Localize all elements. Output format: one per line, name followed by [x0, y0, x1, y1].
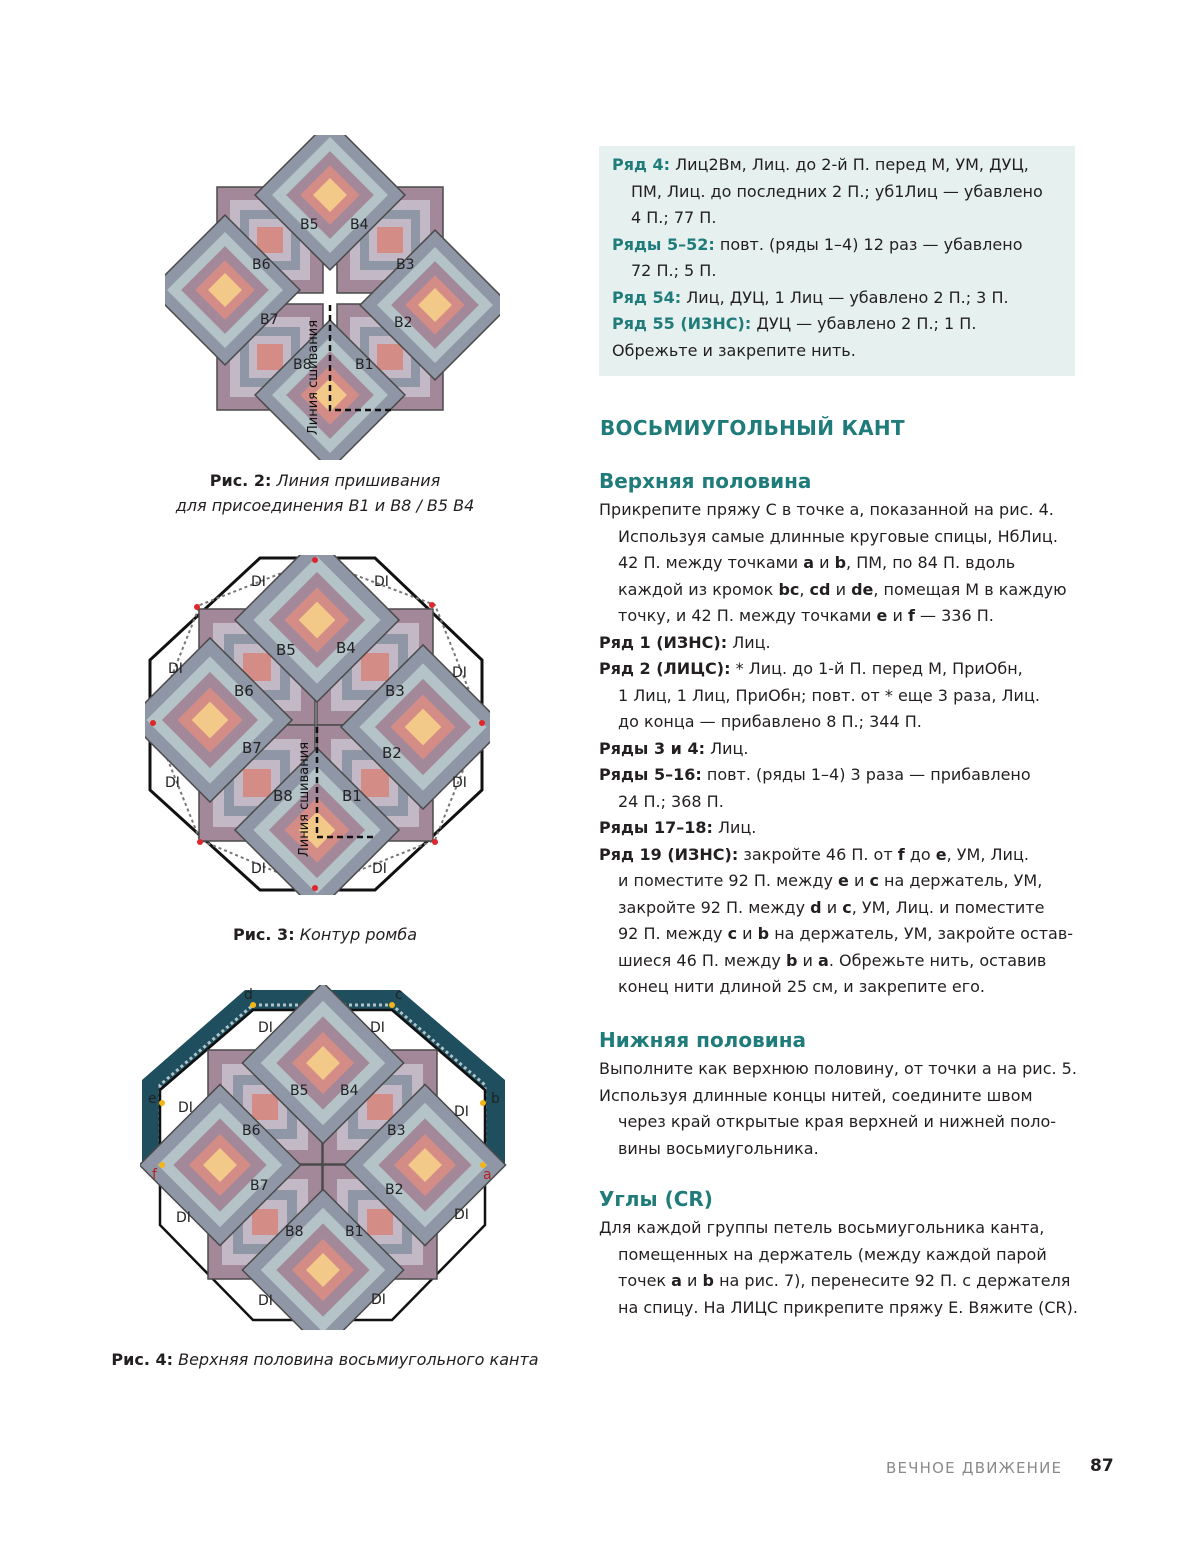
box-row-4-cont: ПМ, Лиц. до последних 2 П.; уб1Лиц — убавлено	[631, 181, 1043, 201]
page-number: 87	[1090, 1456, 1114, 1476]
di-label: DI	[371, 1292, 386, 1308]
seam-label: Линия сшивания	[306, 319, 321, 435]
di-label: DI	[165, 775, 180, 791]
lower-half-heading: Нижняя половина	[599, 1028, 807, 1052]
point-label: b	[491, 1091, 500, 1107]
box-row-54: Ряд 54: Лиц, ДУЦ, 1 Лиц — убавлено 2 П.; 3 П.	[612, 287, 1009, 307]
block-label: B2	[382, 744, 402, 762]
seam-label: Линия сшивания	[297, 741, 312, 857]
point-label: d	[244, 987, 253, 1003]
point-label: a	[483, 1167, 492, 1183]
di-label: DI	[176, 1210, 191, 1226]
upper-half-text: Прикрепите пряжу С в точке а, показанной на рис. 4. Используя самые длинные круговые спицы, НбЛиц. 42 П. между точками a и b, ПМ, по 84 П. вдоль каждой из кромок bc, cd и de, помещая М в каждую точку, и 42 П. между точками e и f — 336 П. Ряд 1 (ИЗНС): Лиц. Ряд 2 (ЛИЦС): * Лиц. до 1-й П. перед М, ПриОбн, 1 Лиц, 1 Лиц, ПриОбн; повт. от * еще 3 раза, Лиц. до конца — прибавлено 8 П.; 344 П. Ряды 3 и 4: Лиц. Ряды 5–16: повт. (ряды 1–4) 3 раза — прибавлено 24 П.; 368 П. Ряды 17–18: Лиц. Ряд 19 (ИЗНС): закройте 46 П. от f до e, УМ, Лиц. и поместите 92 П. между e и c на держатель, УМ, закройте 92 П. между d и c, УМ, Лиц. и поместите 92 П. между c и b на держатель, УМ, закройте остав- шиеся 46 П. между b и a. Обрежьте нить, оставив конец нити длиной 25 см, и закрепите его.	[599, 500, 1074, 996]
block-label: B3	[396, 257, 415, 273]
block-label: B6	[252, 257, 271, 273]
di-label: DI	[452, 775, 467, 791]
figure-3-diagram	[145, 555, 490, 895]
di-label: DI	[168, 661, 183, 677]
di-label: DI	[178, 1100, 193, 1116]
di-label: DI	[454, 1104, 469, 1120]
di-label: DI	[251, 574, 266, 590]
box-row-4: Ряд 4: Лиц2Вм, Лиц. до 2-й П. перед М, УМ, ДУЦ,	[612, 155, 1029, 174]
point-label: c	[395, 987, 403, 1003]
block-label: B5	[276, 641, 296, 659]
block-label: B4	[340, 1083, 359, 1099]
block-label: B2	[385, 1182, 404, 1198]
di-label: DI	[370, 1020, 385, 1036]
point-label: e	[148, 1091, 157, 1107]
block-label: B6	[242, 1123, 261, 1139]
box-row-55: Ряд 55 (ИЗНС): ДУЦ — убавлено 2 П.; 1 П.	[612, 314, 977, 333]
block-label: B8	[293, 357, 312, 373]
box-rows-5-52: Ряды 5–52: повт. (ряды 1–4) 12 раз — убавлено	[612, 234, 1023, 254]
block-label: B7	[250, 1178, 269, 1194]
block-label: B3	[387, 1123, 406, 1139]
figure-3-caption: Рис. 3: Контур ромба	[232, 925, 418, 944]
point-label: f	[152, 1167, 157, 1183]
block-label: B8	[285, 1224, 304, 1240]
block-label: B6	[234, 682, 254, 700]
block-label: B2	[394, 315, 413, 331]
di-label: DI	[372, 861, 387, 877]
block-label: B1	[355, 357, 374, 373]
running-footer-title: ВЕЧНОЕ ДВИЖЕНИЕ	[886, 1459, 1063, 1477]
figure-4-diagram	[140, 985, 510, 1330]
block-label: B8	[273, 787, 293, 805]
block-label: B5	[290, 1083, 309, 1099]
di-label: DI	[251, 861, 266, 877]
corners-text: Для каждой группы петель восьмиугольника канта, помещенных на держатель (между каждой парой точек a и b на рис. 7), перенесите 92 П. с держателя на спицу. На ЛИЦС прикрепите пряжу Е. Вяжите (CR).	[599, 1218, 1078, 1317]
block-label: B3	[385, 682, 405, 700]
figure-2-caption: Рис. 2: Линия пришивания для присоединения B1 и B8 / B5 B4	[175, 471, 475, 515]
corners-heading: Углы (CR)	[599, 1187, 713, 1211]
box-rows-5-52-cont: 72 П.; 5 П.	[631, 261, 717, 280]
di-label: DI	[454, 1207, 469, 1223]
block-label: B1	[345, 1224, 364, 1240]
block-label: B4	[350, 217, 369, 233]
box-final: Обрежьте и закрепите нить.	[612, 340, 856, 360]
di-label: DI	[374, 574, 389, 590]
block-label: B1	[342, 787, 362, 805]
block-label: B7	[242, 739, 262, 757]
block-label: B4	[336, 639, 356, 657]
di-label: DI	[258, 1020, 273, 1036]
block-label: B7	[260, 312, 279, 328]
di-label: DI	[258, 1293, 273, 1309]
block-label: B5	[300, 217, 319, 233]
figure-4-caption: Рис. 4: Верхняя половина восьмиугольного канта	[111, 1350, 539, 1369]
section-title: ВОСЬМИУГОЛЬНЫЙ КАНТ	[600, 416, 905, 440]
lower-half-text: Выполните как верхнюю половину, от точки а на рис. 5. Используя длинные концы нитей, соедините швом через край открытые края верхней и нижней поло- вины восьмиугольника.	[599, 1059, 1077, 1158]
di-label: DI	[452, 665, 467, 681]
upper-half-heading: Верхняя половина	[599, 469, 812, 493]
figure-2-diagram	[165, 135, 500, 460]
box-row-4-cont: 4 П.; 77 П.	[631, 208, 717, 227]
